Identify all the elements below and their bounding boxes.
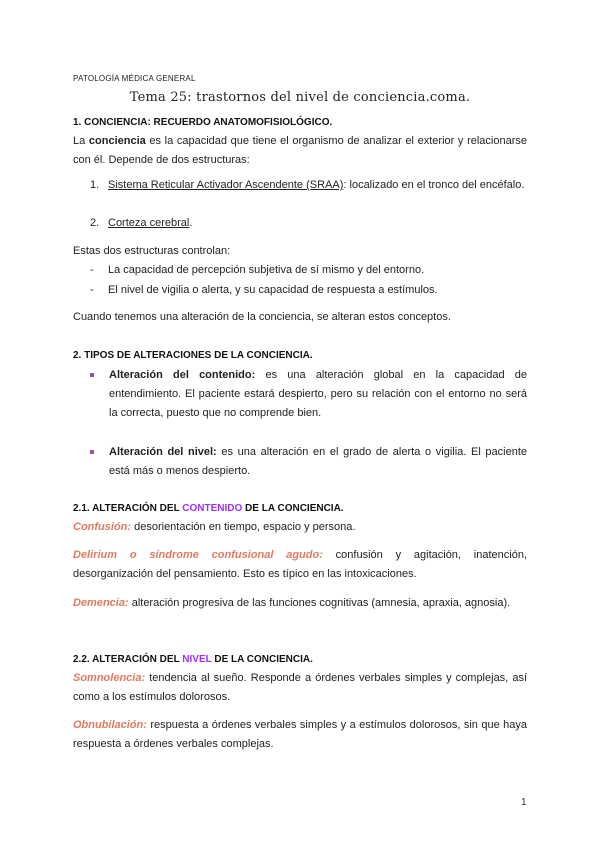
entry-demencia [73,594,527,613]
p1-bold-term: conciencia [88,135,146,147]
heading-text-b: DE LA CONCIENCIA. [211,654,313,665]
entry-text: respuesta a órdenes verbales simples y a estímulos dolorosos, sin que haya respuesta a órdenes verbales complejas. [73,719,527,750]
entry-term: Demencia: [73,597,129,609]
entry-confusion [73,518,527,537]
subject-header: PATOLOGÍA MÉDICA GENERAL [73,74,196,83]
entry-text: confusión y agitación, inatención, desorganización del pensamiento. Esto es típico en las intoxicaciones. [73,549,527,580]
entry-text: tendencia al sueño. Responde a órdenes verbales simples y complejas, así como a los estímulos dolorosos. [73,672,527,703]
dash-item-2 [90,281,527,300]
page-title: Tema 25: trastornos del nivel de conciencia.coma. [129,90,471,105]
heading-text-a: 2.2. ALTERACIÓN DEL [73,654,183,665]
entry-obnubilacion [73,716,527,754]
dash-item-1 [90,261,527,280]
section-1-heading: 1. CONCIENCIA: RECUERDO ANATOMOFISIOLÓGICO. [73,117,333,128]
entry-term: Somnolencia: [73,672,146,684]
bullet-item-2 [90,443,527,481]
list-item-rest: . [189,217,193,229]
dash-marker: - [90,264,94,276]
list-number: 2. [90,217,100,229]
bullet-item-1 [90,366,527,423]
section-1-paragraph-1 [73,132,527,170]
p1-text-a: La [73,135,89,147]
entry-term: Confusión: [73,521,132,533]
heading-text-b: DE LA CONCIENCIA. [242,503,344,514]
entry-text: desorientación en tiempo, espacio y persona. [131,521,356,533]
bullet-term: Alteración del nivel: [109,446,217,458]
bullet-marker [90,450,94,454]
list-item-rest: : localizado en el tronco del encéfalo. [343,179,525,191]
p1-text-b: es la capacidad que tiene el organismo de analizar el exterior y relacionarse con él. Depende de dos estructuras: [73,135,527,166]
list-item-label: Corteza cerebral [108,217,190,229]
heading-highlight: CONTENIDO [182,503,243,514]
list-item-1 [90,176,527,195]
section-2-2-heading [73,654,313,665]
heading-text-a: 2.1. ALTERACIÓN DEL [73,503,183,514]
section-1-paragraph-3: Cuando tenemos una alteración de la conciencia, se alteran estos conceptos. [73,311,451,323]
bullet-text: es una alteración en el grado de alerta o vigilia. El paciente está más o menos despierto. [109,446,528,477]
dash-item-text: La capacidad de percepción subjetiva de sí mismo y del entorno. [108,264,425,276]
entry-text: alteración progresiva de las funciones cognitivas (amnesia, apraxia, agnosia). [128,597,511,609]
list-number: 1. [90,179,100,191]
entry-term: Delirium o síndrome confusional agudo: [73,549,323,561]
bullet-text: es una alteración global en la capacidad de entendimiento. El paciente estará despierto, pero su relación con el entorno no será la correcta, puesto que no comprende bien. [109,369,527,419]
section-2-heading: 2. TIPOS DE ALTERACIONES DE LA CONCIENCIA. [73,350,313,361]
entry-term: Obnubilación: [73,719,147,731]
section-1-paragraph-2: Estas dos estructuras controlan: [73,245,231,257]
bullet-term: Alteración del contenido: [109,369,256,381]
entry-somnolencia [73,669,527,707]
page-number: 1 [521,797,527,808]
list-item-2 [90,214,527,233]
entry-delirium [73,546,527,584]
bullet-marker [90,373,94,377]
heading-highlight: NIVEL [182,654,212,665]
section-2-1-heading [73,503,344,514]
dash-item-text: El nivel de vigilia o alerta, y su capacidad de respuesta a estímulos. [108,284,438,296]
dash-marker: - [90,284,94,296]
list-item-label: Sistema Reticular Activador Ascendente (SRAA) [108,179,344,191]
